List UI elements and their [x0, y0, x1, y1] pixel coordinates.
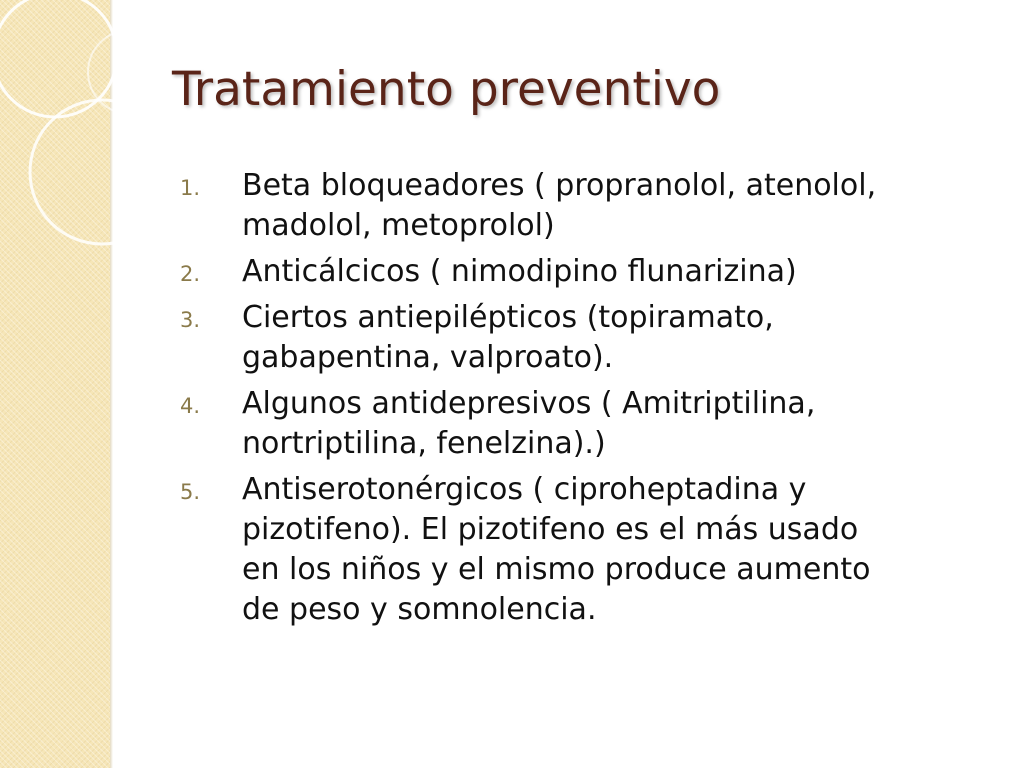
decorative-circle-small: [88, 30, 172, 114]
list-item-line: Ciertos antiepilépticos (topiramato,: [242, 300, 774, 335]
list-item-line: Anticálcicos ( nimodipino flunarizina): [242, 254, 797, 289]
list-item-line: en los niños y el mismo produce aumento: [242, 552, 871, 587]
list-item-line: de peso y somnolencia.: [242, 592, 597, 627]
list-item: [180, 470, 980, 630]
list-item-line: madolol, metoprolol): [242, 208, 555, 243]
list-number: 3.: [180, 308, 201, 332]
treatment-list: [180, 166, 980, 636]
list-number: 4.: [180, 394, 201, 418]
list-item: [180, 252, 980, 292]
slide-title: Tratamiento preventivo: [172, 62, 721, 117]
list-item: [180, 298, 980, 378]
list-item-line: nortriptilina, fenelzina).): [242, 426, 606, 461]
decorative-circle-medium: [30, 100, 174, 244]
list-item-line: Algunos antidepresivos ( Amitriptilina,: [242, 386, 816, 421]
list-item-line: Antiserotonérgicos ( ciproheptadina y: [242, 472, 807, 507]
list-item: [180, 166, 980, 246]
list-item-line: Beta bloqueadores ( propranolol, atenolol,: [242, 168, 877, 203]
list-item: [180, 384, 980, 464]
list-number: 5.: [180, 480, 201, 504]
list-number: 2.: [180, 262, 201, 286]
list-number: 1.: [180, 176, 201, 200]
list-item-line: pizotifeno). El pizotifeno es el más usado: [242, 512, 859, 547]
list-item-line: gabapentina, valproato).: [242, 340, 614, 375]
